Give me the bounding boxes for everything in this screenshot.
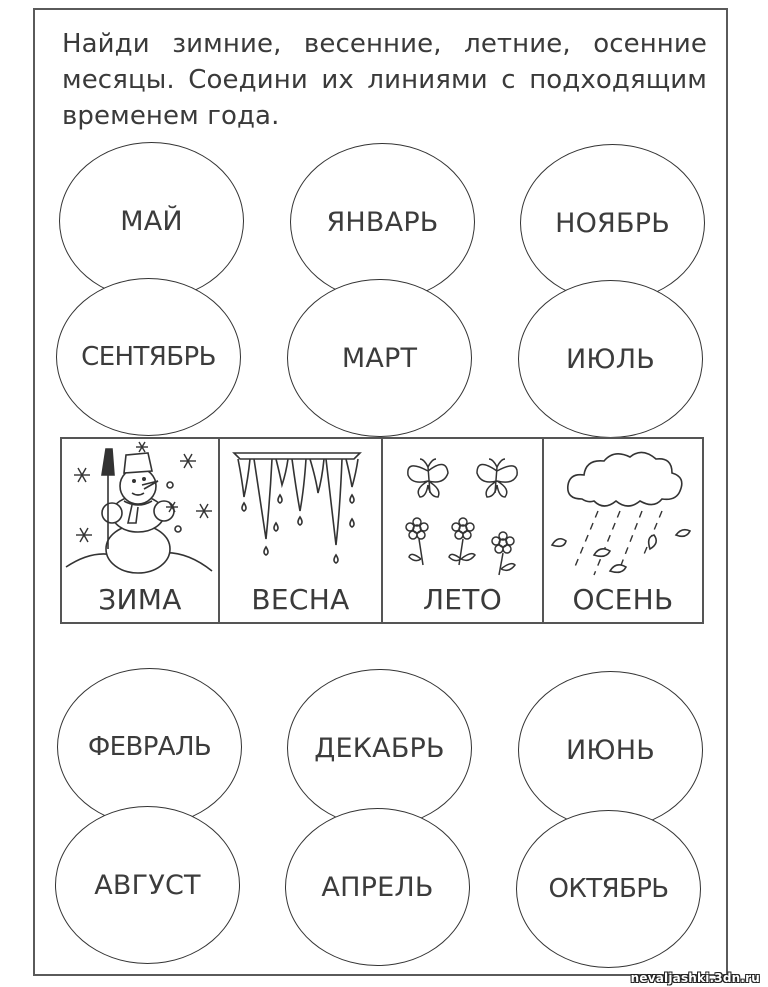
season-spring[interactable]	[220, 439, 383, 622]
month-oval-september[interactable]	[56, 278, 241, 436]
butterflies-flowers-icon	[383, 439, 542, 589]
watermark: nevaljashki.3dn.ru	[630, 971, 760, 985]
month-oval-february[interactable]	[57, 668, 242, 826]
season-label: ОСЕНЬ	[572, 583, 674, 616]
month-label: СЕНТЯБРЬ	[81, 342, 216, 372]
month-label: НОЯБРЬ	[555, 207, 670, 239]
month-oval-july[interactable]	[518, 280, 703, 438]
month-label: ЯНВАРЬ	[326, 206, 439, 238]
month-label: МАРТ	[341, 342, 418, 374]
month-label: ОКТЯБРЬ	[548, 874, 669, 904]
season-winter[interactable]	[62, 439, 220, 622]
month-oval-march[interactable]	[287, 279, 472, 437]
month-oval-november[interactable]	[520, 144, 705, 302]
month-label: АПРЕЛЬ	[321, 871, 434, 903]
month-oval-april[interactable]	[285, 808, 470, 966]
season-autumn[interactable]	[544, 439, 702, 622]
season-label: ЛЕТО	[422, 583, 503, 616]
month-label: МАЙ	[120, 205, 183, 237]
month-label: ИЮЛЬ	[566, 343, 655, 375]
month-oval-june[interactable]	[518, 671, 703, 829]
month-label: ДЕКАБРЬ	[314, 732, 445, 764]
month-label: ФЕВРАЛЬ	[87, 732, 212, 762]
month-oval-january[interactable]	[290, 143, 475, 301]
month-oval-october[interactable]	[516, 810, 701, 968]
month-label: АВГУСТ	[94, 869, 201, 901]
month-label: ИЮНЬ	[566, 734, 655, 766]
icicles-icon	[220, 439, 381, 589]
month-oval-december[interactable]	[287, 669, 472, 827]
season-summer[interactable]	[383, 439, 544, 622]
season-label: ЗИМА	[98, 583, 182, 616]
month-oval-may[interactable]	[59, 142, 244, 300]
season-label: ВЕСНА	[251, 583, 350, 616]
rain-cloud-leaves-icon	[544, 439, 700, 589]
month-oval-august[interactable]	[55, 806, 240, 964]
instructions-text: Найди зимние, весенние, летние, осенние месяцы. Соедини их линиями с подходящим временем года.	[62, 29, 707, 131]
snowman-icon	[62, 439, 218, 589]
seasons-strip	[60, 437, 704, 624]
